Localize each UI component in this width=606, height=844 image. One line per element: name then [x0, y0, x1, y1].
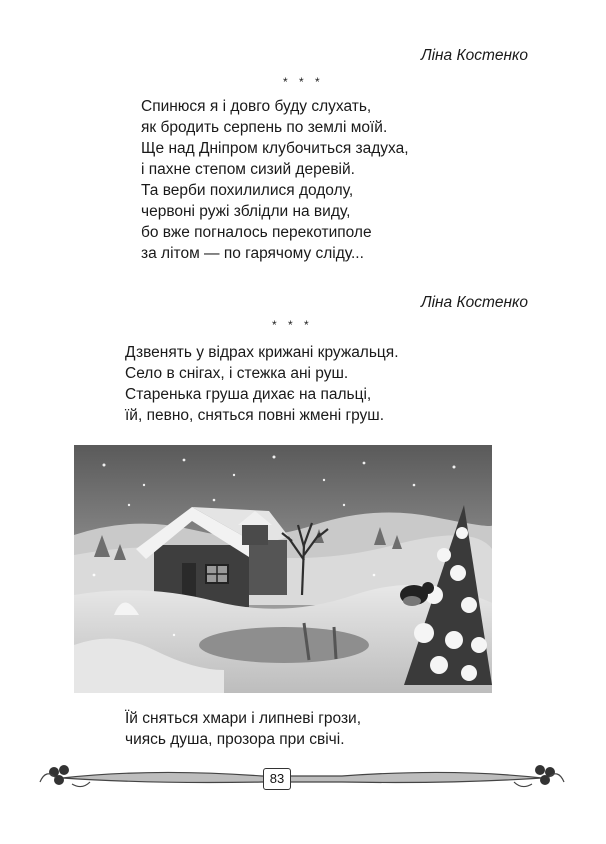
poem-line: Старенька груша дихає на пальці,: [125, 386, 372, 403]
poem2-stanza: [125, 342, 399, 426]
berry-vine-ornament-icon: [32, 760, 572, 796]
poem-line: і пахне степом сизий деревій.: [141, 161, 355, 178]
footer-ornament: [32, 760, 572, 796]
poem-line: чиясь душа, прозора при свічі.: [125, 731, 345, 748]
poem1-stanza: [141, 96, 409, 264]
poem-line: Спинюся я і довго буду слухать,: [141, 98, 372, 115]
poem1-separator: * * *: [283, 75, 324, 89]
poem2-separator: * * *: [272, 318, 313, 332]
poem-line: їй, певно, сняться повні жмені груш.: [125, 407, 385, 424]
poem-line: як бродить серпень по землі моїй.: [141, 119, 388, 136]
poem-line: Дзвенять у відрах крижані кружальця.: [125, 344, 399, 361]
poem-line: бо вже погналось перекотиполе: [141, 224, 372, 241]
winter-scene-icon: [74, 445, 492, 693]
poem2-closing-stanza: [125, 708, 361, 750]
poem-line: за літом — по гарячому сліду...: [141, 245, 364, 262]
poem-line: Та верби похилилися додолу,: [141, 182, 354, 199]
poem1-author: Ліна Костенко: [420, 47, 528, 64]
poem-line: Село в снігах, і стежка ані руш.: [125, 365, 349, 382]
poem-line: Їй сняться хмари і липневі грози,: [125, 710, 362, 727]
page-number: 83: [263, 768, 291, 790]
poem-line: Ще над Дніпром клубочиться задуха,: [141, 140, 409, 157]
poem-line: червоні ружі зблідли на виду,: [141, 203, 351, 220]
winter-village-illustration: [74, 445, 492, 693]
poem2-author: Ліна Костенко: [420, 294, 528, 311]
